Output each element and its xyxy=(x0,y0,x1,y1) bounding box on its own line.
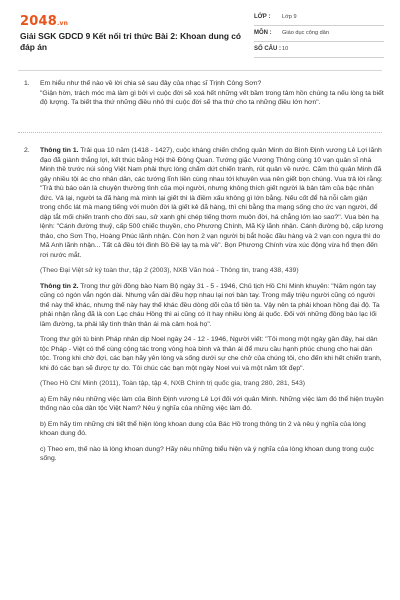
question-quote: "Giận hờn, trách móc mà làm gì bởi vì cuộc đời sẽ xoá hết những vết bầm trong tâm hồn chúng ta nếu lòng ta biết độ lượng. Ta biết tha thứ những điều nhỏ thì cuộc đời sẽ tha thứ cho ta những điều lớn hơn". xyxy=(40,89,384,106)
question-separator xyxy=(18,132,382,133)
site-logo[interactable] xyxy=(20,14,68,29)
question-body xyxy=(40,79,384,108)
info-2-source: (Theo Hồ Chí Minh (2011), Toàn tập, tập 4, NXB Chính trị quốc gia, trang 280, 281, 543) xyxy=(40,380,305,387)
meta-grade xyxy=(254,12,384,26)
meta-count-value: 10 xyxy=(282,46,289,52)
info-1-text: Trải qua 10 năm (1418 - 1427), cuộc kháng chiến chống quân Minh do Bình Định vương Lê Lợi lãnh đạo đã giành thắng lợi, kết thúc bằng Hội thề Đông Quan. Tướng giặc Vương Thông cùng 10 vạn quân sĩ nhà Minh thề trước núi sông Việt Nam phải thực lòng chấm dứt chiến tranh, rút quân về nước. Căm thù quân Minh đã gây nhiều tội ác cho nhân dân, các tướng lĩnh liền cùng nhau tới khuyên vua nên giết bọn chúng. Vua trả lời rằng: "Trả thù báo oán là chuyện thường tình của mọi người, nhưng không thích giết người là bản tâm của bậc nhân đức. Vả lại, người ta đã hàng mà mình lại giết thì là điềm xấu không gì lớn bằng. Nếu cốt để hả nỗi căm giận trong chốc lát mà mang tiếng với muôn đời là giết kẻ đã hàng, thì chi bằng tha mạng sống cho ức vạn người, để dập tắt mối chiến tranh cho đời sau, sử xanh ghi chép tiếng thơm muôn đời, há chẳng lớn lao sao?". Vua bèn hạ lệnh: "Cánh đường thuỷ, cấp 500 chiếc thuyền, cho Phương Chính, Mã Kỳ lãnh nhận. Cánh đường bộ, cấp lương thảo, cho Sơn Thọ, Hoàng Phúc lãnh nhận. Còn hơn 2 vạn người bị bắt hoặc đầu hàng và 2 vạn con ngựa thì do Mã Anh lãnh nhận... Tất cả đều tới đinh Bồ Đề lạy tạ mà về". Bọn Phương Chính vừa xúc động vừa hổ thẹn đến rơi nước mắt. xyxy=(40,147,384,259)
meta-subject xyxy=(254,28,384,42)
info-1-source: (Theo Đại Việt sử ký toàn thư, tập 2 (2003), NXB Văn hoá - Thông tin, trang 438, 439) xyxy=(40,267,299,274)
question-number: 1. xyxy=(24,80,30,87)
question-body xyxy=(40,146,384,470)
info-2-letter: Trong thư gửi tù binh Pháp nhân dịp Noel ngày 24 - 12 - 1946, Người viết: "Tôi mong một ngày gần đây, hai dân tộc Pháp - Việt có thể cùng cộng tác trong vòng hoà bình và thân ái để mưu cầu hạnh phúc chung cho hai dân tộc. Trong khi chờ đợi, các bạn hãy yên lòng và sống dưới sự che chở của chúng tôi, cho đến khi hết chiến tranh, khi đó các bạn sẽ được tự do. Tôi chúc các bạn một ngày Noel vui và một năm tốt đẹp". xyxy=(40,336,382,372)
page-title: Giải SGK GDCD 9 Kết nối tri thức Bài 2: Khoan dung có đáp án xyxy=(20,31,242,52)
meta-box xyxy=(254,12,384,60)
meta-count xyxy=(254,44,384,58)
info-2-text: Trong thư gửi đồng bào Nam Bộ ngày 31 - 5 - 1946, Chủ tịch Hồ Chí Minh khuyên: "Năm ngón tay cũng có ngón vắn ngón dài. Nhưng vắn dài đều hợp nhau lại nơi bàn tay. Trong mấy triệu người cũng có người thế này thế khác, nhưng thế này hay thế khác đều dòng dõi của tổ tiên ta. Vậy nên ta phải khoan hồng đại độ. Ta phải nhận rằng đã là con Lạc cháu Hồng thì ai cũng có ít hay nhiều lòng ái quốc. Đối với những đồng bào lạc lối lầm đường, ta phải lấy tình thân thân ái mà cảm hoá họ". xyxy=(40,282,380,328)
sub-question-c: c) Theo em, thế nào là lòng khoan dung? Hãy nêu những biểu hiện và ý nghĩa của lòng khoan dung trong cuộc sống. xyxy=(40,445,374,462)
question-text: Em hiểu như thế nào về lời chia sẻ sau đây của nhạc sĩ Trịnh Công Sơn? xyxy=(40,80,262,87)
sub-question-b: b) Em hãy tìm những chi tiết thể hiện lòng khoan dung của Bác Hồ trong thông tin 2 và nêu ý nghĩa của lòng khoan dung đó. xyxy=(40,420,366,437)
meta-count-label: SỐ CÂU : xyxy=(254,46,281,52)
question-number: 2. xyxy=(24,147,30,154)
info-2 xyxy=(40,282,384,330)
meta-subject-value: Giáo dục công dân xyxy=(282,30,329,36)
info-1 xyxy=(40,146,384,260)
meta-grade-value: Lớp 9 xyxy=(282,14,297,20)
document-header xyxy=(0,0,400,66)
meta-subject-label: MÔN : xyxy=(254,30,272,36)
info-2-label: Thông tin 2. xyxy=(40,282,79,290)
sub-question-a: a) Em hãy nêu những việc làm của Bình Định vương Lê Lợi đối với quân Minh. Những việc làm đó thể hiện truyền thống nào của dân tộc Việt Nam? Nêu ý nghĩa của những việc làm đó. xyxy=(40,395,384,412)
logo-tld: .vn xyxy=(56,20,69,27)
meta-grade-label: LỚP : xyxy=(254,14,271,20)
info-1-label: Thông tin 1. xyxy=(40,147,79,154)
logo-text: 2048 xyxy=(20,14,57,29)
header-divider xyxy=(18,70,382,71)
